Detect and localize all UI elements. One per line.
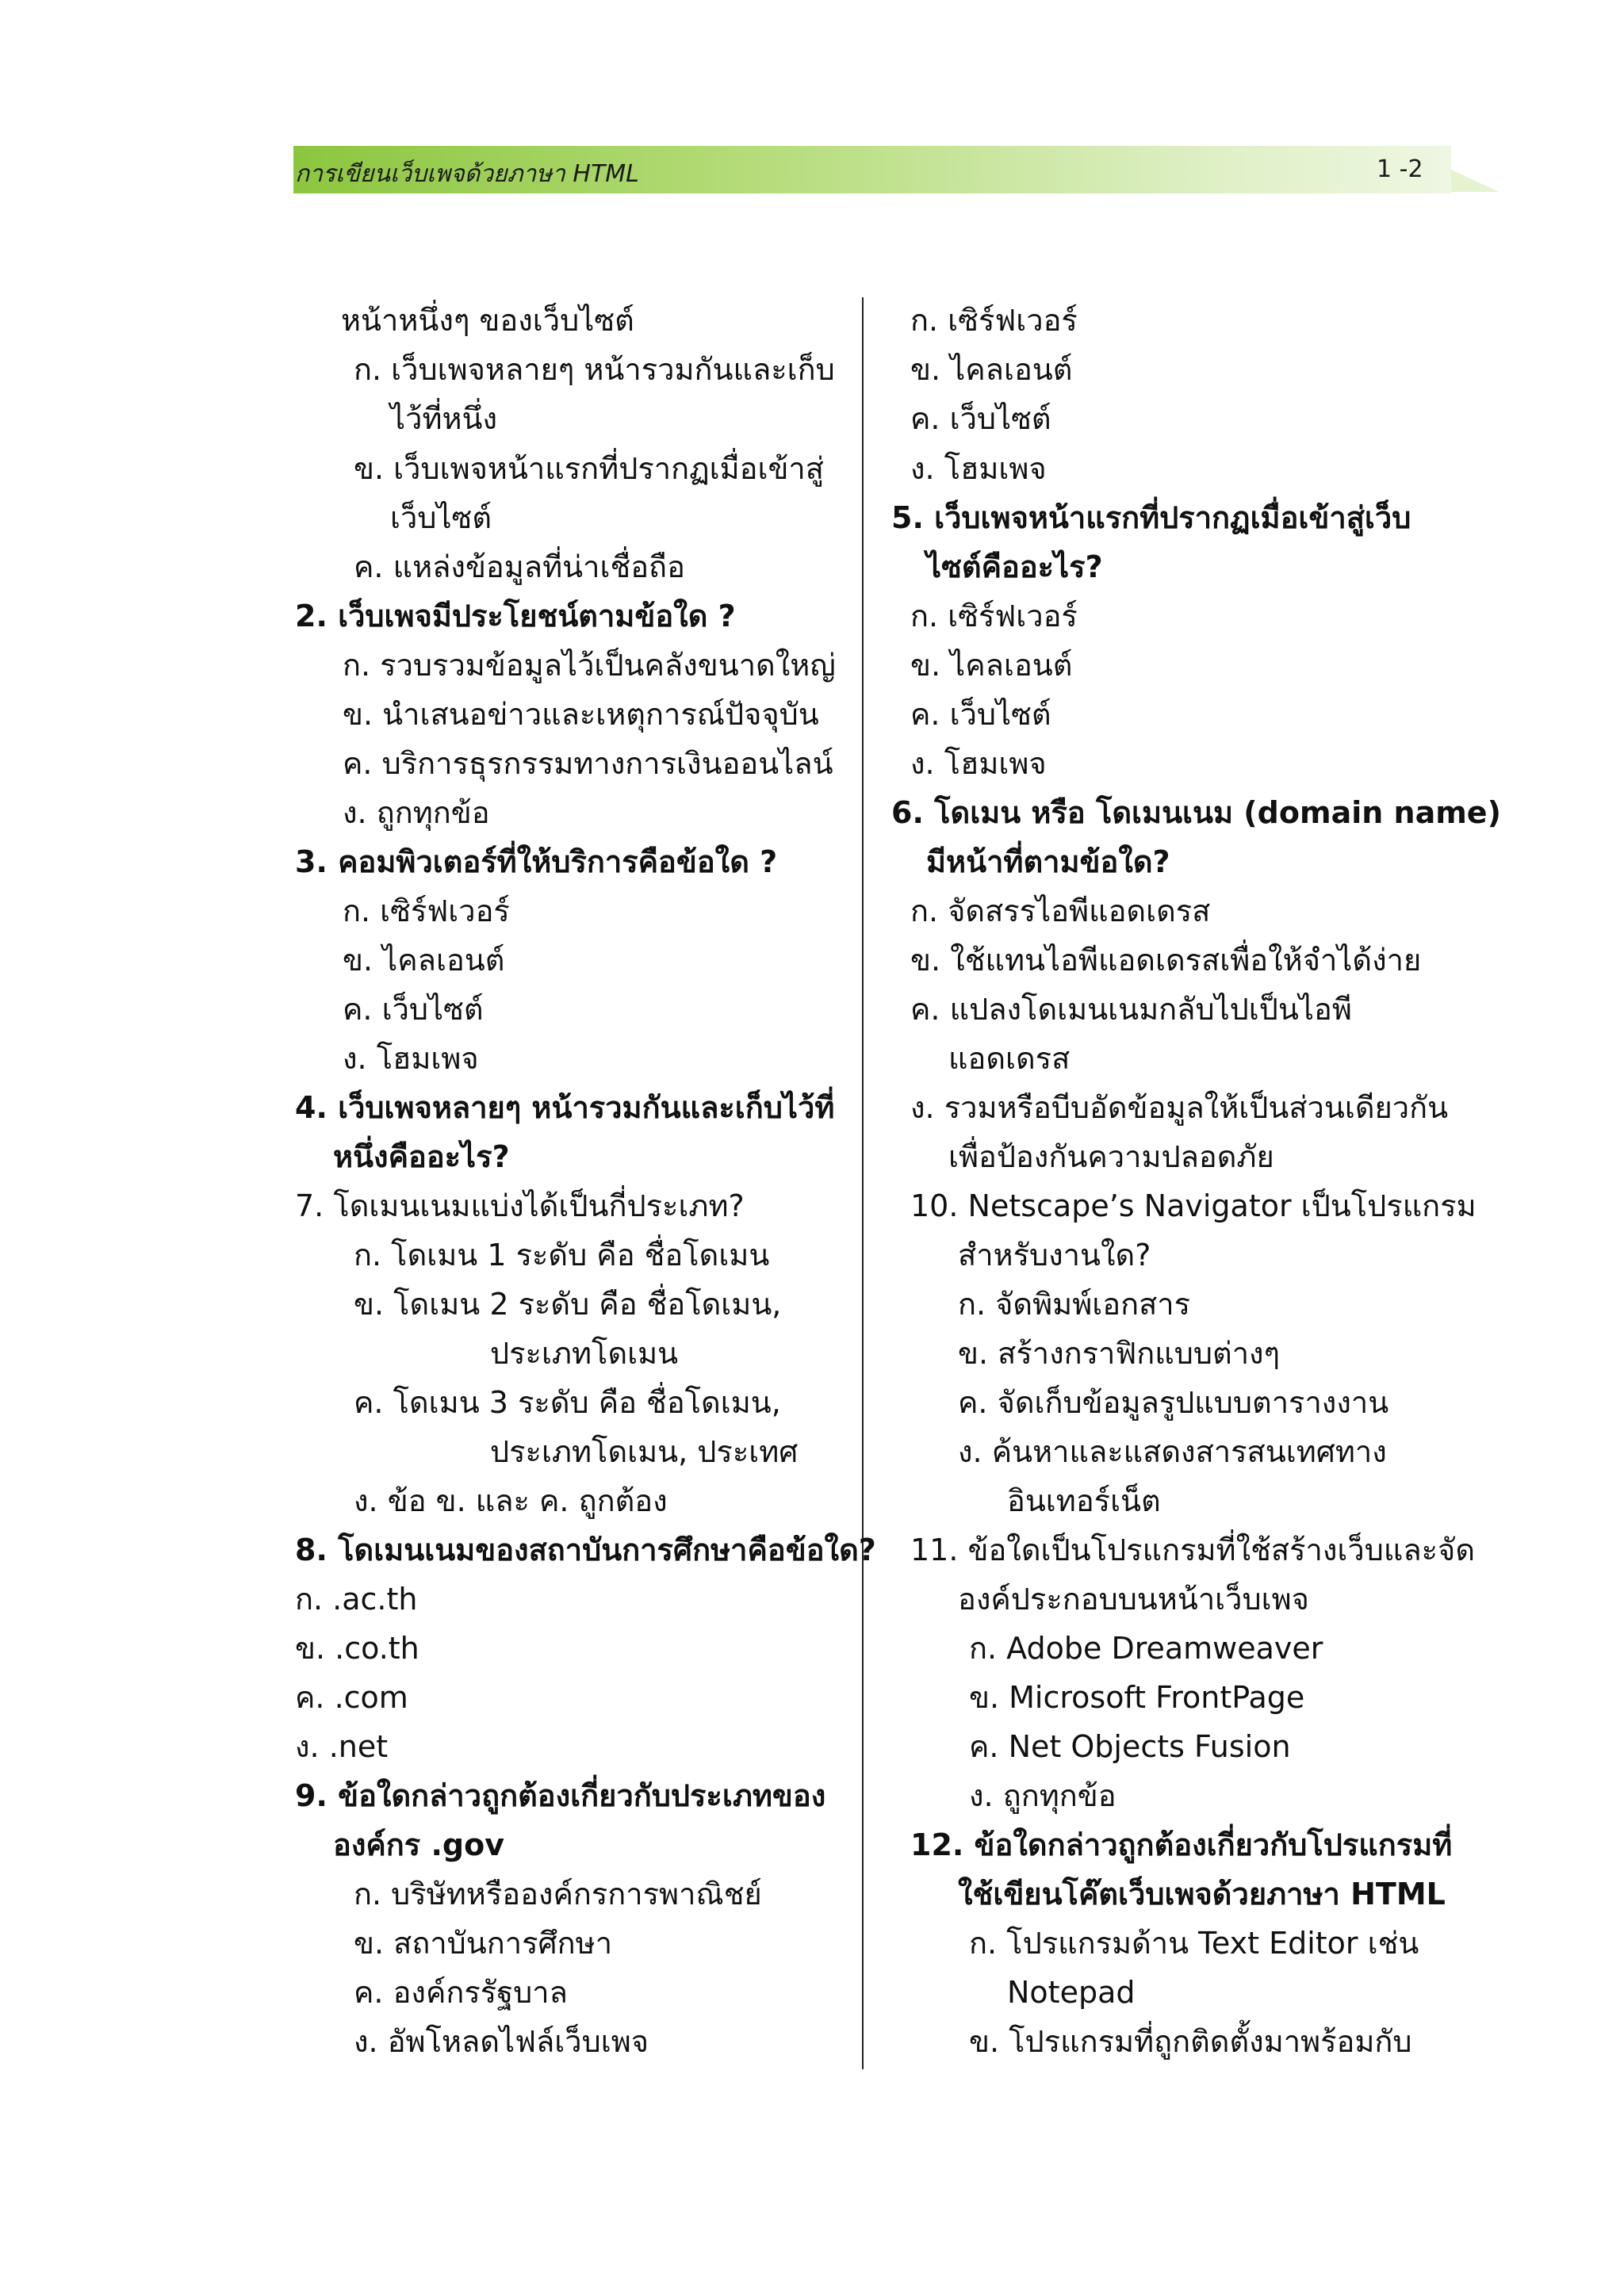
question-7: 7. โดเมนเนมแบ่งได้เป็นกี่ประเภท?	[295, 1188, 745, 1223]
left-line: ง. ข้อ ข. และ ค. ถูกต้อง	[354, 1483, 668, 1518]
right-line: ง. ค้นหาและแสดงสารสนเทศทาง	[958, 1434, 1387, 1469]
left-line: ค. แหล่งข้อมูลที่น่าเชื่อถือ	[354, 549, 685, 584]
right-line: เพื่อป้องกันความปลอดภัย	[948, 1139, 1274, 1174]
right-line: ข. ใช้แทนไอพีแอดเดรสเพื่อให้จำได้ง่าย	[910, 943, 1422, 978]
left-line: ก. โดเมน 1 ระดับ คือ ชื่อโดเมน	[354, 1238, 770, 1272]
right-line: ข. ไคลเอนต์	[910, 648, 1073, 683]
left-line: เว็บไซต์	[390, 500, 492, 535]
left-line: ก. เซิร์ฟเวอร์	[343, 894, 510, 928]
right-line: ก. โปรแกรมด้าน Text Editor เช่น	[969, 1926, 1419, 1961]
left-line: ประเภทโดเมน	[490, 1336, 679, 1371]
left-line: ง. อัพโหลดไฟล์เว็บเพจ	[354, 2024, 649, 2059]
left-line: ก. .ac.th	[295, 1582, 418, 1617]
right-line: ค. เว็บไซต์	[910, 401, 1051, 436]
left-line: ข. โดเมน 2 ระดับ คือ ชื่อโดเมน,	[354, 1287, 782, 1322]
right-line: อินเทอร์เน็ต	[1007, 1483, 1161, 1518]
question-4: 4. เว็บเพจหลายๆ หน้ารวมกันและเก็บไว้ที่	[295, 1090, 835, 1125]
page-number: 1 -2	[1377, 155, 1423, 183]
left-line: ข. .co.th	[295, 1631, 419, 1666]
right-line: ก. เซิร์ฟเวอร์	[910, 599, 1078, 633]
left-line: ข. สถาบันการศึกษา	[354, 1926, 613, 1961]
left-line: ค. โดเมน 3 ระดับ คือ ชื่อโดเมน,	[354, 1385, 781, 1420]
left-line: ก. บริษัทหรือองค์กรการพาณิชย์	[354, 1877, 762, 1911]
question-9: 9. ข้อใดกล่าวถูกต้องเกี่ยวกับประเภทของ	[295, 1778, 826, 1813]
right-line: ไซต์คืออะไร?	[926, 549, 1103, 584]
right-line: มีหน้าที่ตามข้อใด?	[926, 844, 1170, 879]
left-line: ค. บริการธุรกรรมทางการเงินออนไลน์	[343, 746, 833, 781]
question-10: 10. Netscape’s Navigator เป็นโปรแกรม	[910, 1188, 1477, 1223]
right-line: แอดเดรส	[948, 1041, 1071, 1076]
header-bar-tail	[1451, 170, 1499, 192]
right-line: ข. Microsoft FrontPage	[969, 1680, 1305, 1715]
question-3: 3. คอมพิวเตอร์ที่ให้บริการคือข้อใด ?	[295, 844, 778, 879]
left-line: ง. ถูกทุกข้อ	[343, 795, 490, 830]
question-2: 2. เว็บเพจมีประโยชน์ตามข้อใด ?	[295, 599, 736, 633]
right-line: ข. สร้างกราฟิกแบบต่างๆ	[958, 1336, 1281, 1371]
right-line: ก. เซิร์ฟเวอร์	[910, 303, 1078, 338]
left-line: ง. .net	[295, 1729, 389, 1764]
right-line: ค. แปลงโดเมนเนมกลับไปเป็นไอพี	[910, 992, 1352, 1027]
right-line: ใช้เขียนโค๊ตเว็บเพจด้วยภาษา HTML	[958, 1877, 1446, 1911]
right-line: ข. ไคลเอนต์	[910, 352, 1073, 387]
left-line: ค. เว็บไซต์	[343, 992, 484, 1027]
left-line: องค์กร .gov	[333, 1827, 504, 1862]
right-line: ง. รวมหรือบีบอัดข้อมูลให้เป็นส่วนเดียวกัน	[910, 1090, 1449, 1125]
left-line: ง. โฮมเพจ	[343, 1041, 479, 1076]
left-line: ก. รวบรวมข้อมูลไว้เป็นคลังขนาดใหญ่	[343, 648, 836, 683]
right-line: ก. Adobe Dreamweaver	[969, 1631, 1323, 1666]
left-line: หน้าหนึ่งๆ ของเว็บไซต์	[341, 303, 634, 338]
left-line: ข. นำเสนอข่าวและเหตุการณ์ปัจจุบัน	[343, 697, 819, 732]
left-line: หนึ่งคืออะไร?	[333, 1139, 510, 1174]
left-line: ค. องค์กรรัฐบาล	[354, 1975, 568, 2010]
column-divider	[862, 297, 864, 2069]
left-line: ก. เว็บเพจหลายๆ หน้ารวมกันและเก็บ	[354, 352, 835, 387]
right-line: องค์ประกอบบนหน้าเว็บเพจ	[958, 1582, 1309, 1617]
question-6: 6. โดเมน หรือ โดเมนเนม (domain name)	[891, 795, 1501, 830]
question-8: 8. โดเมนเนมของสถาบันการศึกษาคือข้อใด?	[295, 1533, 876, 1567]
right-line: ง. โฮมเพจ	[910, 451, 1047, 486]
right-line: ก. จัดสรรไอพีแอดเดรส	[910, 894, 1211, 928]
left-line: ประเภทโดเมน, ประเทศ	[490, 1434, 799, 1469]
left-line: ไว้ที่หนึ่ง	[390, 401, 498, 436]
left-line: ข. ไคลเอนต์	[343, 943, 505, 978]
header-title: การเขียนเว็บเพจด้วยภาษา HTML	[295, 160, 639, 188]
left-line: ค. .com	[295, 1680, 408, 1715]
right-line: ข. โปรแกรมที่ถูกติดตั้งมาพร้อมกับ	[969, 2024, 1412, 2059]
question-12: 12. ข้อใดกล่าวถูกต้องเกี่ยวกับโปรแกรมที่	[910, 1827, 1453, 1862]
left-line: ข. เว็บเพจหน้าแรกที่ปรากฏเมื่อเข้าสู่	[354, 451, 824, 486]
right-line: ค. Net Objects Fusion	[969, 1729, 1291, 1764]
right-line: ง. โฮมเพจ	[910, 746, 1047, 781]
right-line: ก. จัดพิมพ์เอกสาร	[958, 1287, 1191, 1322]
right-line: ค. จัดเก็บข้อมูลรูปแบบตารางงาน	[958, 1385, 1389, 1420]
right-line: ง. ถูกทุกข้อ	[969, 1778, 1116, 1813]
right-line: Notepad	[1007, 1975, 1136, 2010]
right-line: สำหรับงานใด?	[958, 1238, 1151, 1272]
right-line: ค. เว็บไซต์	[910, 697, 1051, 732]
question-11: 11. ข้อใดเป็นโปรแกรมที่ใช้สร้างเว็บและจัด	[910, 1533, 1475, 1567]
question-5: 5. เว็บเพจหน้าแรกที่ปรากฏเมื่อเข้าสู่เว็บ	[891, 500, 1411, 535]
